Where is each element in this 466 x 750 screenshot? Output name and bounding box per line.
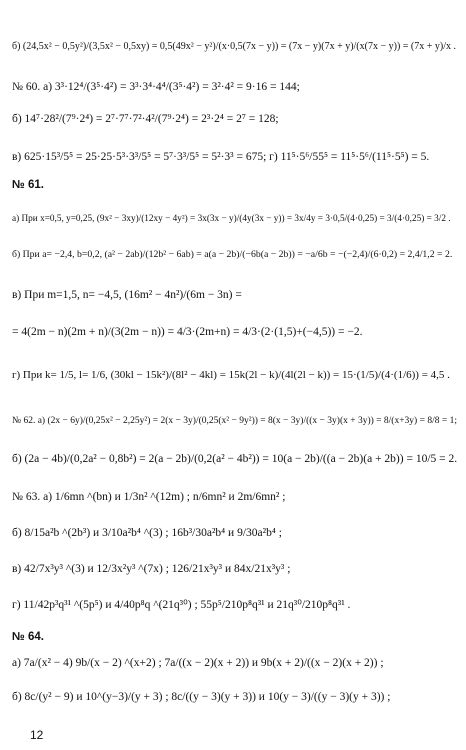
line-4: в) 625·15³/5⁵ = 25·25·5³·3³/5⁵ = 5⁷·3³/5⁵ = 5²·3³ = 675; г) 11⁵·5⁶/55⁵ = 11⁵·5⁶/(11⁵·5⁵) = 5. <box>12 151 430 163</box>
line-13: № 63. а) 1/6mn ^(bn) и 1/3n² ^(12m) ; n/6mn² и 2m/6mn² ; <box>12 491 286 503</box>
line-9: = 4(2m − n)(2m + n)/(3(2m − n)) = 4/3·(2m+n) = 4/3·(2·(1,5)+(−4,5)) = −2. <box>12 326 363 338</box>
line-10: г) При k= 1/5, l= 1/6, (30kl − 15k²)/(8l² − 4kl) = 15k(2l − k)/(4l(2l − k)) = 15·(1/5)/(4·(1/6)) = 4,5 . <box>12 369 450 381</box>
line-8: в) При m=1,5, n= −4,5, (16m² − 4n²)/(6m − 3n) = <box>12 289 242 301</box>
line-19: б) 8c/(y² − 9) и 10^(y−3)/(y + 3) ; 8c/((y − 3)(y + 3)) и 10(y − 3)/((y − 3)(y + 3)) ; <box>12 691 391 703</box>
line-11: № 62. а) (2x − 6y)/(0,25x² − 2,25y²) = 2(x − 3y)/(0,25(x² − 9y²)) = 8(x − 3y)/((x − 3y)(x + 3y)) = 8/(x+3y) = 8/8 = 1; <box>12 416 457 426</box>
line-6: а) При x=0,5, y=0,25, (9x² − 3xy)/(12xy − 4y²) = 3x(3x − y)/(4y(3x − y)) = 3x/4y = 3·0,5/(4·0,25) = 3/(4·0,25) = 3/2 . <box>12 214 451 224</box>
line-15: в) 42/7x³y³ ^(3) и 12/3x²y³ ^(7x) ; 126/21x³y³ и 84x/21x³y³ ; <box>12 563 291 575</box>
line-14: б) 8/15a²b ^(2b³) и 3/10a²b⁴ ^(3) ; 16b³/30a²b⁴ и 9/30a²b⁴ ; <box>12 527 282 539</box>
page-number: 12 <box>30 728 44 742</box>
section-heading-64: № 64. <box>12 631 45 643</box>
section-heading-61: № 61. <box>12 179 45 191</box>
line-16: г) 11/42p³q³¹ ^(5p⁵) и 4/40p⁸q ^(21q³⁰) ; 55p⁵/210p⁸q³¹ и 21q³⁰/210p⁸q³¹ . <box>12 599 351 611</box>
line-2: № 60. а) 3³·12⁴/(3⁵·4²) = 3³·3⁴·4⁴/(3⁵·4²) = 3²·4² = 9·16 = 144; <box>12 81 300 93</box>
line-3: б) 14⁷·28²/(7⁹·2⁴) = 2⁷·7⁷·7²·4²/(7⁹·2⁴) = 2³·2⁴ = 2⁷ = 128; <box>12 113 279 125</box>
line-18: а) 7a/(x² − 4) 9b/(x − 2) ^(x+2) ; 7a/((x − 2)(x + 2)) и 9b(x + 2)/((x − 2)(x + 2)) ; <box>12 657 384 669</box>
line-1: б) (24,5x² − 0,5y²)/(3,5x² − 0,5xy) = 0,5(49x² − y²)/(x·0,5(7x − y)) = (7x − y)(7x + y)/(x(7x − y)) = (7x + y)/x . <box>12 41 456 52</box>
line-12: б) (2a − 4b)/(0,2a² − 0,8b²) = 2(a − 2b)/(0,2(a² − 4b²)) = 10(a − 2b)/((a − 2b)(a + 2b)) = 10/5 = 2. <box>12 453 458 465</box>
line-7: б) При a= −2,4, b=0,2, (a² − 2ab)/(12b² − 6ab) = a(a − 2b)/(−6b(a − 2b)) = −a/6b = −(−2,4)/(6·0,2) = 2,4/1,2 = 2. <box>12 249 453 260</box>
